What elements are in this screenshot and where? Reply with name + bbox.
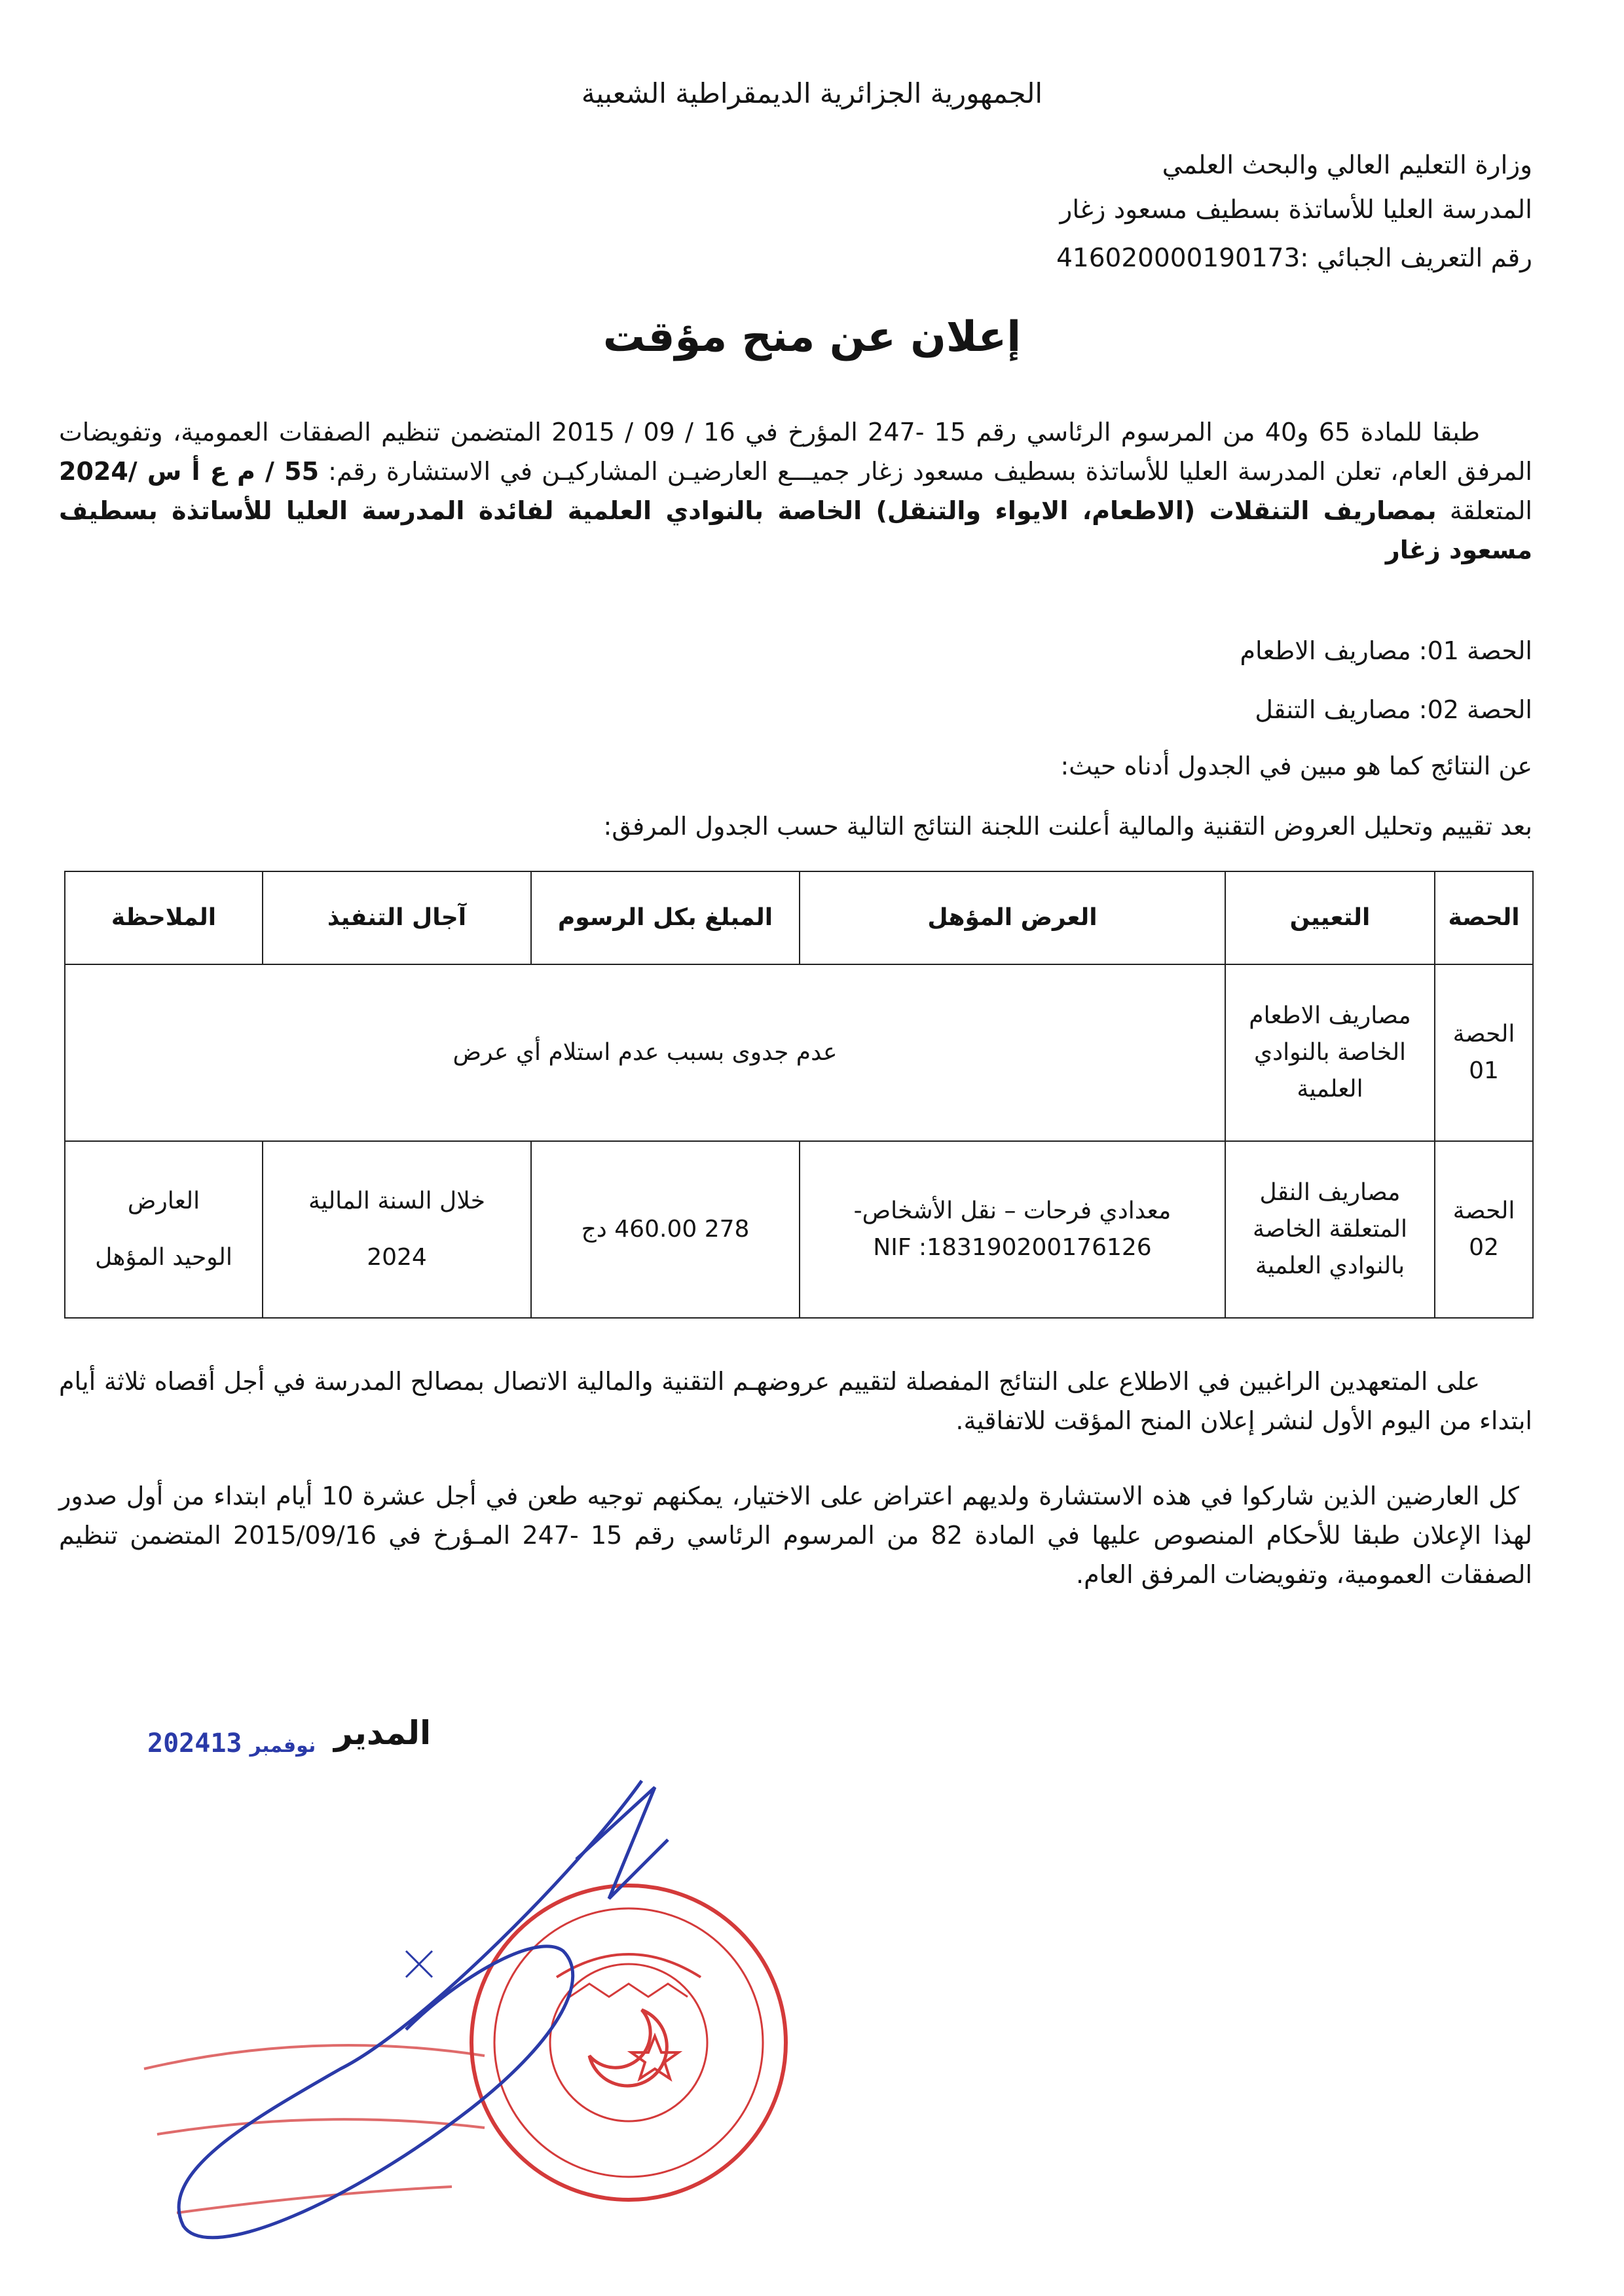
row1-unsuccessful-note: عدم جدوى بسبب عدم استلام أي عرض: [65, 964, 1225, 1141]
director-label: المدير: [334, 1714, 432, 1752]
intro-part1: طبقا للمادة 65 و40 من المرسوم الرئاسي رقم 15 -247 المؤرخ في 16 / 09 / 2015 المتضمن تنظيم الصفقات العمومية، وتفويضات المرفق العام، تعلن المدرسة العليا للأساتذة بسطيف مسعود زغار جميـــع العارضيـن المشاركيـن في الاستشارة رقم:: [59, 418, 1532, 486]
results-table: [64, 871, 1534, 1319]
header-note: الملاحظة: [65, 871, 263, 964]
row2-note: [65, 1141, 263, 1318]
header-duration: آجال التنفيذ: [263, 871, 531, 964]
lot-2-line: الحصة 02: مصاريف التنقل: [1255, 695, 1532, 724]
table-header-row: [65, 871, 1533, 964]
header-amount: المبلغ بكل الرسوم: [531, 871, 800, 964]
row2-note-line2: الوحيد المؤهل: [95, 1244, 232, 1271]
official-stamp-and-signature: [0, 1702, 851, 2259]
table-row: [65, 1141, 1533, 1318]
ministry-line: وزارة التعليم العالي والبحث العلمي: [1162, 151, 1532, 180]
header-lot: الحصة: [1435, 871, 1533, 964]
school-line: المدرسة العليا للأساتذة بسطيف مسعود زغار: [1060, 195, 1532, 225]
row2-duration: [263, 1141, 531, 1318]
evaluation-line: بعد تقييم وتحليل العروض التقنية والمالية أعلنت اللجنة النتائج التالية حسب الجدول المرفق:: [603, 812, 1532, 841]
row2-offer: [800, 1141, 1225, 1318]
round-seal-icon: [471, 1886, 786, 2200]
consultation-number: 55 / م ع أ س /2024: [59, 457, 320, 486]
row2-offer-name: معدادي فرحات – نقل الأشخاص-: [853, 1197, 1172, 1224]
consultation-subject: بمصاريف التنقلات (الاطعام، الايواء والتنقل) الخاصة بالنوادي العلمية لفائدة المدرسة العليا للأساتذة بسطيف مسعود زغار: [59, 496, 1532, 564]
header-designation: التعيين: [1225, 871, 1435, 964]
header-offer: العرض المؤهل: [800, 871, 1225, 964]
appeal-paragraph: كل العارضين الذين شاركوا في هذه الاستشارة ولديهم اعتراض على الاختيار، يمكنهم توجيه طعن في أجل عشرة 10 أيام ابتداء من أول صدور لهذا الإعلان طبقا للأحكام المنصوص عليها في المادة 82 من المرسوم الرئاسي رقم 15 -247 المـؤرخ في 2015/09/16 المتضمن تنظيم الصفقات العمومية، وتفويضات المرفق العام.: [59, 1482, 1532, 1589]
table-row: [65, 964, 1533, 1141]
date-month: نوفمبر: [249, 1734, 316, 1757]
intro-paragraph: [59, 412, 1532, 570]
row1-designation: مصاريف الاطعام الخاصة بالنوادي العلمية: [1225, 964, 1435, 1141]
date-day: 13: [210, 1728, 242, 1758]
row2-designation: مصاريف النقل المتعلقة الخاصة بالنوادي العلمية: [1225, 1141, 1435, 1318]
consultation-paragraph: على المتعهدين الراغبين في الاطلاع على النتائج المفصلة لتقييم عروضهـم التقنية والمالية الاتصال بمصالح المدرسة في أجل أقصاه ثلاثة أيام ابتداء من اليوم الأول لنشر إعلان المنح المؤقت للاتفاقية.: [59, 1367, 1532, 1435]
date-year: 2024: [147, 1728, 211, 1758]
row2-duration-text: خلال السنة المالية: [308, 1188, 485, 1214]
lot-1-line: الحصة 01: مصاريف الاطعام: [1240, 636, 1532, 665]
results-intro-line: عن النتائج كما هو مبين في الجدول أدناه حيث:: [1060, 752, 1532, 780]
row2-duration-year: 2024: [367, 1244, 427, 1271]
row2-amount: 278 460.00 دج: [531, 1141, 800, 1318]
stamp-rectangle-icon: [144, 2045, 485, 2213]
row2-offer-nif: NIF :183190200176126: [873, 1234, 1152, 1261]
row2-lot: الحصة 02: [1435, 1141, 1533, 1318]
row2-note-line1: العارض: [127, 1188, 200, 1214]
tax-id-line: رقم التعريف الجبائي :416020000190173: [1056, 244, 1532, 273]
signature-icon: [179, 1781, 668, 2238]
document-title: إعلان عن منح مؤقت: [602, 313, 1022, 361]
intro-part2: المتعلقة: [1436, 496, 1532, 525]
row1-lot: الحصة 01: [1435, 964, 1533, 1141]
republic-header: الجمهورية الجزائرية الديمقراطية الشعبية: [581, 77, 1043, 109]
